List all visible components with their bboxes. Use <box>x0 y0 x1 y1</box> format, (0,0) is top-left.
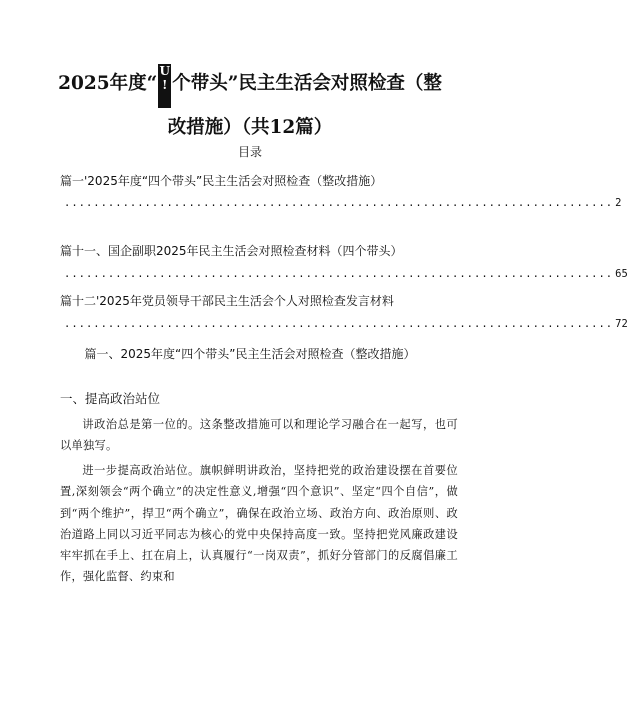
title-part-a: 2025年度“ <box>58 73 158 94</box>
artifact-top: U <box>159 64 170 78</box>
toc-entry-2-leader[interactable] <box>64 268 628 280</box>
paragraph-1: 讲政治总是第一位的。这条整改措施可以和理论学习融合在一起写，也可以单独写。 <box>60 418 458 453</box>
document-title <box>40 64 460 141</box>
toc-heading: 目录 <box>237 145 262 159</box>
toc-entry-3-dots: ........................................................................... <box>64 318 614 330</box>
section-title: 篇一、2025年度“四个带头”民主生活会对照检查（整改措施） <box>84 347 416 361</box>
toc-entry-1-leader[interactable] <box>64 197 622 209</box>
title-scan-artifact <box>158 64 171 108</box>
toc-entry-2-title[interactable]: 篇十一、国企副职2025年民主生活会对照检查材料（四个带头） <box>60 244 403 258</box>
toc-entry-3-title[interactable]: 篇十二'2025年党员领导干部民主生活会个人对照检查发言材料 <box>60 294 394 308</box>
title-line-1 <box>40 64 460 114</box>
toc-entry-3-leader[interactable] <box>64 318 628 330</box>
toc-entry-1-title[interactable]: 篇一'2025年度“四个带头”民主生活会对照检查（整改措施） <box>60 174 383 188</box>
toc-entry-1-page: 2 <box>615 197 622 209</box>
toc-entry-1-dots: ........................................................................... <box>64 197 614 209</box>
paragraph-2: 进一步提高政治站位。旗帜鲜明讲政治，坚持把党的政治建设摆在首要位置,深刻领会“两个确立”的决定性意义,增强“四个意识”、坚定“四个自信”，做到“两个维护”，捍卫“两个确立”，确保在政治立场、政治方向、政治原则、政治道路上同以习近平同志为核心的党中央保持高度一致。坚持把党风廉政建设牢牢抓在手上、扛在肩上，认真履行“一岗双责”，抓好分管部门的反腐倡廉工作，强化监督、约束和 <box>60 464 458 584</box>
heading-political-stance: 一、提高政治站位 <box>60 391 161 406</box>
toc-entry-2-dots: ........................................................................... <box>64 268 614 280</box>
title-part-b: 个带头”民主生活会对照检查（整 <box>172 73 442 94</box>
toc-entry-3-page: 72 <box>615 318 628 330</box>
title-line-2: 改措施）（共12篇） <box>167 117 333 138</box>
artifact-bottom: ! <box>162 78 168 92</box>
toc-entry-2-page: 65 <box>615 268 628 280</box>
